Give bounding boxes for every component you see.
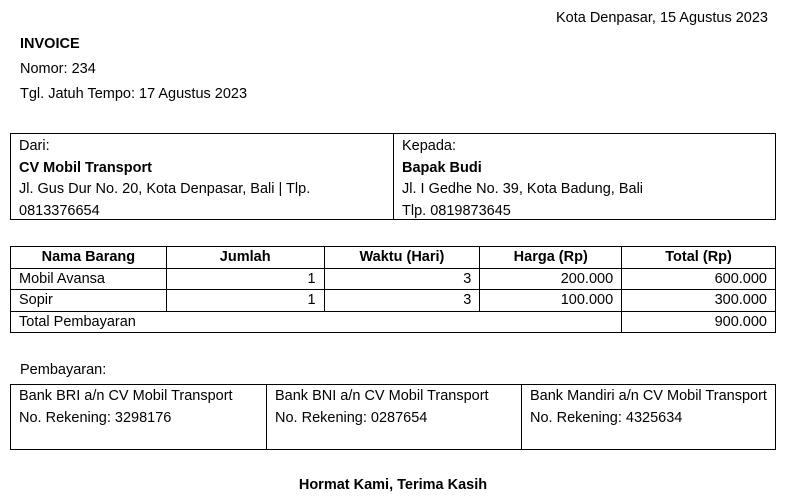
header-days: Waktu (Hari): [324, 247, 480, 269]
place-date: Kota Denpasar, 15 Agustus 2023: [555, 10, 768, 26]
item-qty: 1: [166, 268, 324, 290]
table-row: [11, 290, 776, 312]
item-total: 600.000: [622, 268, 776, 290]
item-name: Sopir: [11, 290, 167, 312]
header-price: Harga (Rp): [480, 247, 622, 269]
bank-account: No. Rekening: 4325634: [530, 409, 683, 426]
from-address: Jl. Gus Dur No. 20, Kota Denpasar, Bali | Tlp. 0813376654: [19, 181, 311, 219]
item-price: 100.000: [480, 290, 622, 312]
from-name: CV Mobil Transport: [19, 159, 152, 176]
from-section: [11, 134, 394, 219]
invoice-number: Nomor: 234: [20, 61, 96, 77]
items-table: [10, 246, 776, 333]
grand-total-label: Total Pembayaran: [11, 311, 622, 333]
bank-name: Bank BRI a/n CV Mobil Transport: [19, 388, 233, 404]
item-days: 3: [324, 268, 480, 290]
header-total: Total (Rp): [622, 247, 776, 269]
from-label: Dari:: [19, 138, 50, 154]
invoice-title: INVOICE: [20, 36, 80, 52]
item-name: Mobil Avansa: [11, 268, 167, 290]
items-header-row: [11, 247, 776, 269]
bank-mandiri: [522, 385, 775, 449]
bank-name: Bank Mandiri a/n CV Mobil Transport: [530, 388, 767, 404]
to-section: [394, 134, 775, 219]
to-label: Kepada:: [402, 138, 457, 154]
to-name: Bapak Budi: [402, 159, 482, 176]
grand-total-value: 900.000: [622, 311, 776, 333]
header-qty: Jumlah: [166, 247, 324, 269]
item-days: 3: [324, 290, 480, 312]
item-qty: 1: [166, 290, 324, 312]
bank-name: Bank BNI a/n CV Mobil Transport: [275, 388, 489, 404]
bank-bri: [11, 385, 267, 449]
payment-label: Pembayaran:: [20, 362, 107, 378]
bank-accounts-box: [10, 384, 776, 450]
parties-box: [10, 133, 776, 220]
due-date: Tgl. Jatuh Tempo: 17 Agustus 2023: [20, 86, 248, 102]
table-row: [11, 268, 776, 290]
header-item-name: Nama Barang: [11, 247, 167, 269]
item-price: 200.000: [480, 268, 622, 290]
bank-bni: [267, 385, 522, 449]
to-phone: Tlp. 0819873645: [402, 202, 511, 219]
to-address: Jl. I Gedhe No. 39, Kota Badung, Bali: [402, 181, 644, 197]
bank-account: No. Rekening: 0287654: [275, 409, 428, 426]
item-total: 300.000: [622, 290, 776, 312]
grand-total-row: [11, 311, 776, 333]
closing-text: Hormat Kami, Terima Kasih: [298, 477, 488, 493]
bank-account: No. Rekening: 3298176: [19, 409, 172, 426]
